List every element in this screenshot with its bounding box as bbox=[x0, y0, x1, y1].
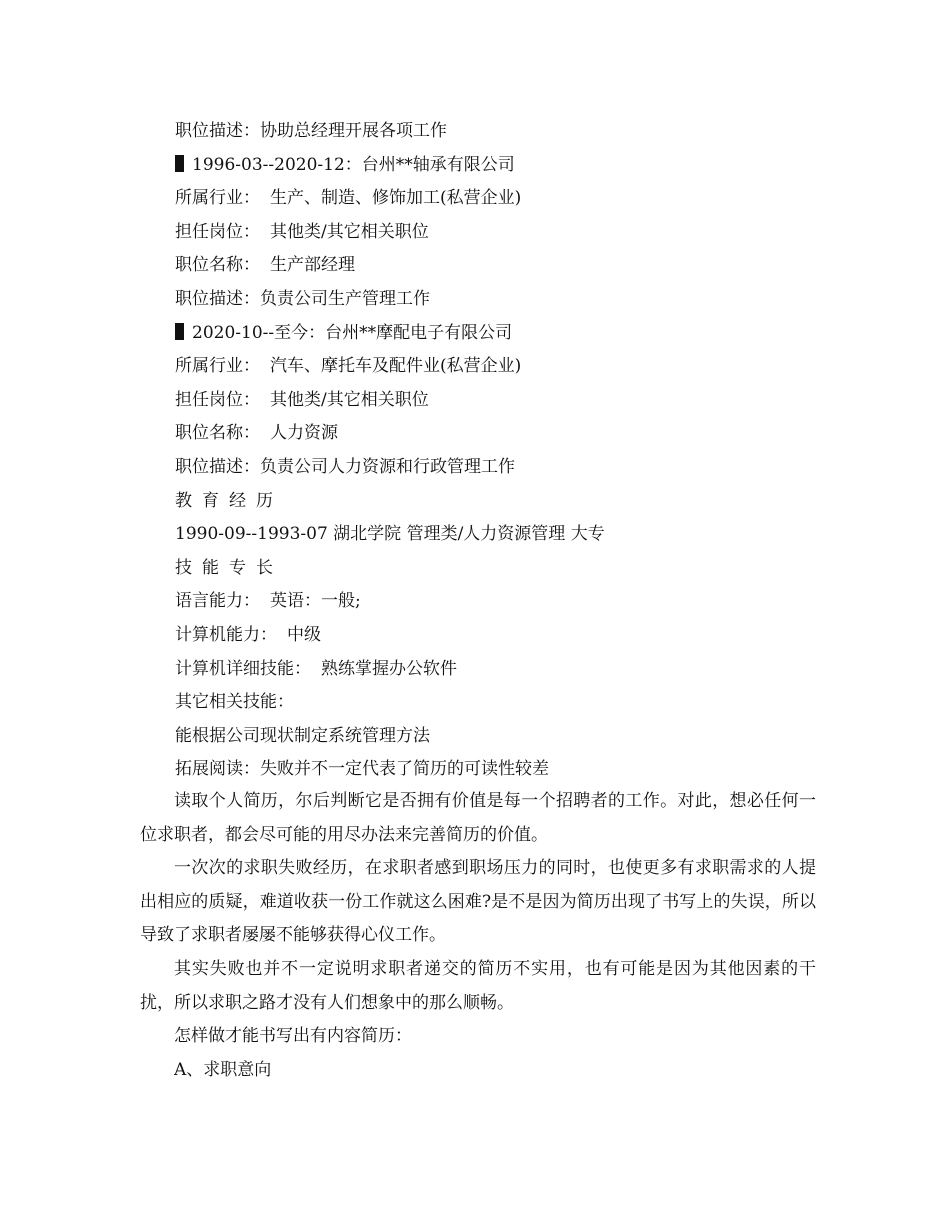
value: 生产部经理 bbox=[270, 255, 355, 276]
label: 所属行业： bbox=[175, 188, 260, 209]
label: 计算机能力： bbox=[175, 624, 277, 645]
article-title: 拓展阅读：失败并不一定代表了简历的可读性较差 bbox=[175, 759, 549, 780]
resume-section bbox=[175, 115, 835, 787]
value: 负责公司生产管理工作 bbox=[260, 288, 430, 309]
article-paragraph: 读取个人简历，尔后判断它是否拥有价值是每一个招聘者的工作。对此，想必任何一位求职者，都会尽可能的用尽办法来完善简历的价值。 bbox=[140, 791, 816, 845]
label: 计算机详细技能： bbox=[175, 658, 311, 679]
job2-industry bbox=[175, 182, 835, 216]
value: 汽车、摩托车及配件业(私营企业) bbox=[270, 356, 522, 377]
value: 其他类/其它相关职位 bbox=[270, 221, 429, 242]
value: 负责公司人力资源和行政管理工作 bbox=[260, 456, 515, 477]
bullet-marker-icon bbox=[175, 323, 184, 340]
education-heading: 教育经历 bbox=[175, 490, 283, 511]
job2-post bbox=[175, 216, 835, 250]
label: 职位名称： bbox=[175, 255, 260, 276]
article-paragraph: 怎样做才能书写出有内容简历： bbox=[174, 1026, 412, 1047]
skills-computer bbox=[175, 619, 835, 653]
value: 熟练掌握办公软件 bbox=[321, 658, 457, 679]
label: 职位名称： bbox=[175, 423, 260, 444]
label: 担任岗位： bbox=[175, 389, 260, 410]
value: 中级 bbox=[287, 624, 321, 645]
job2-period-company bbox=[175, 149, 835, 183]
value: 其他类/其它相关职位 bbox=[270, 389, 429, 410]
label: 所属行业： bbox=[175, 356, 260, 377]
value: 1996-03--2020-12：台州**轴承有限公司 bbox=[192, 154, 515, 175]
job1-description bbox=[175, 115, 835, 149]
label: 担任岗位： bbox=[175, 221, 260, 242]
education-entry: 1990-09--1993-07 湖北学院 管理类/人力资源管理 大专 bbox=[175, 524, 605, 545]
label: 语言能力： bbox=[175, 591, 260, 612]
value: 人力资源 bbox=[270, 423, 338, 444]
job3-industry bbox=[175, 350, 835, 384]
article-body bbox=[140, 785, 816, 1087]
skills-heading: 技能专长 bbox=[175, 557, 283, 578]
job3-title bbox=[175, 417, 835, 451]
skills-other-value: 能根据公司现状制定系统管理方法 bbox=[175, 725, 430, 746]
label: 职位描述： bbox=[175, 121, 260, 141]
value: 英语：一般; bbox=[270, 591, 361, 612]
job2-title bbox=[175, 249, 835, 283]
job3-period-company bbox=[175, 317, 835, 351]
label: 职位描述： bbox=[175, 288, 260, 309]
value: 协助总经理开展各项工作 bbox=[260, 121, 447, 141]
job3-post bbox=[175, 384, 835, 418]
skills-other-label: 其它相关技能： bbox=[175, 692, 294, 713]
job3-description bbox=[175, 451, 835, 485]
value: 2020-10--至今：台州**摩配电子有限公司 bbox=[192, 322, 513, 343]
article-paragraph: 一次次的求职失败经历，在求职者感到职场压力的同时，也使更多有求职需求的人提出相应的质疑，难道收获一份工作就这么困难?是不是因为简历出现了书写上的失误，所以导致了求职者屡屡不能够获得心仪工作。 bbox=[140, 858, 816, 946]
label: 职位描述： bbox=[175, 456, 260, 477]
bullet-marker-icon bbox=[175, 155, 184, 172]
job2-description bbox=[175, 283, 835, 317]
skills-computer-detail bbox=[175, 653, 835, 687]
value: 生产、制造、修饰加工(私营企业) bbox=[270, 188, 522, 209]
article-paragraph: A、求职意向 bbox=[174, 1059, 272, 1080]
article-paragraph: 其实失败也并不一定说明求职者递交的简历不实用，也有可能是因为其他因素的干扰，所以求职之路才没有人们想象中的那么顺畅。 bbox=[140, 958, 816, 1013]
skills-language bbox=[175, 585, 835, 619]
